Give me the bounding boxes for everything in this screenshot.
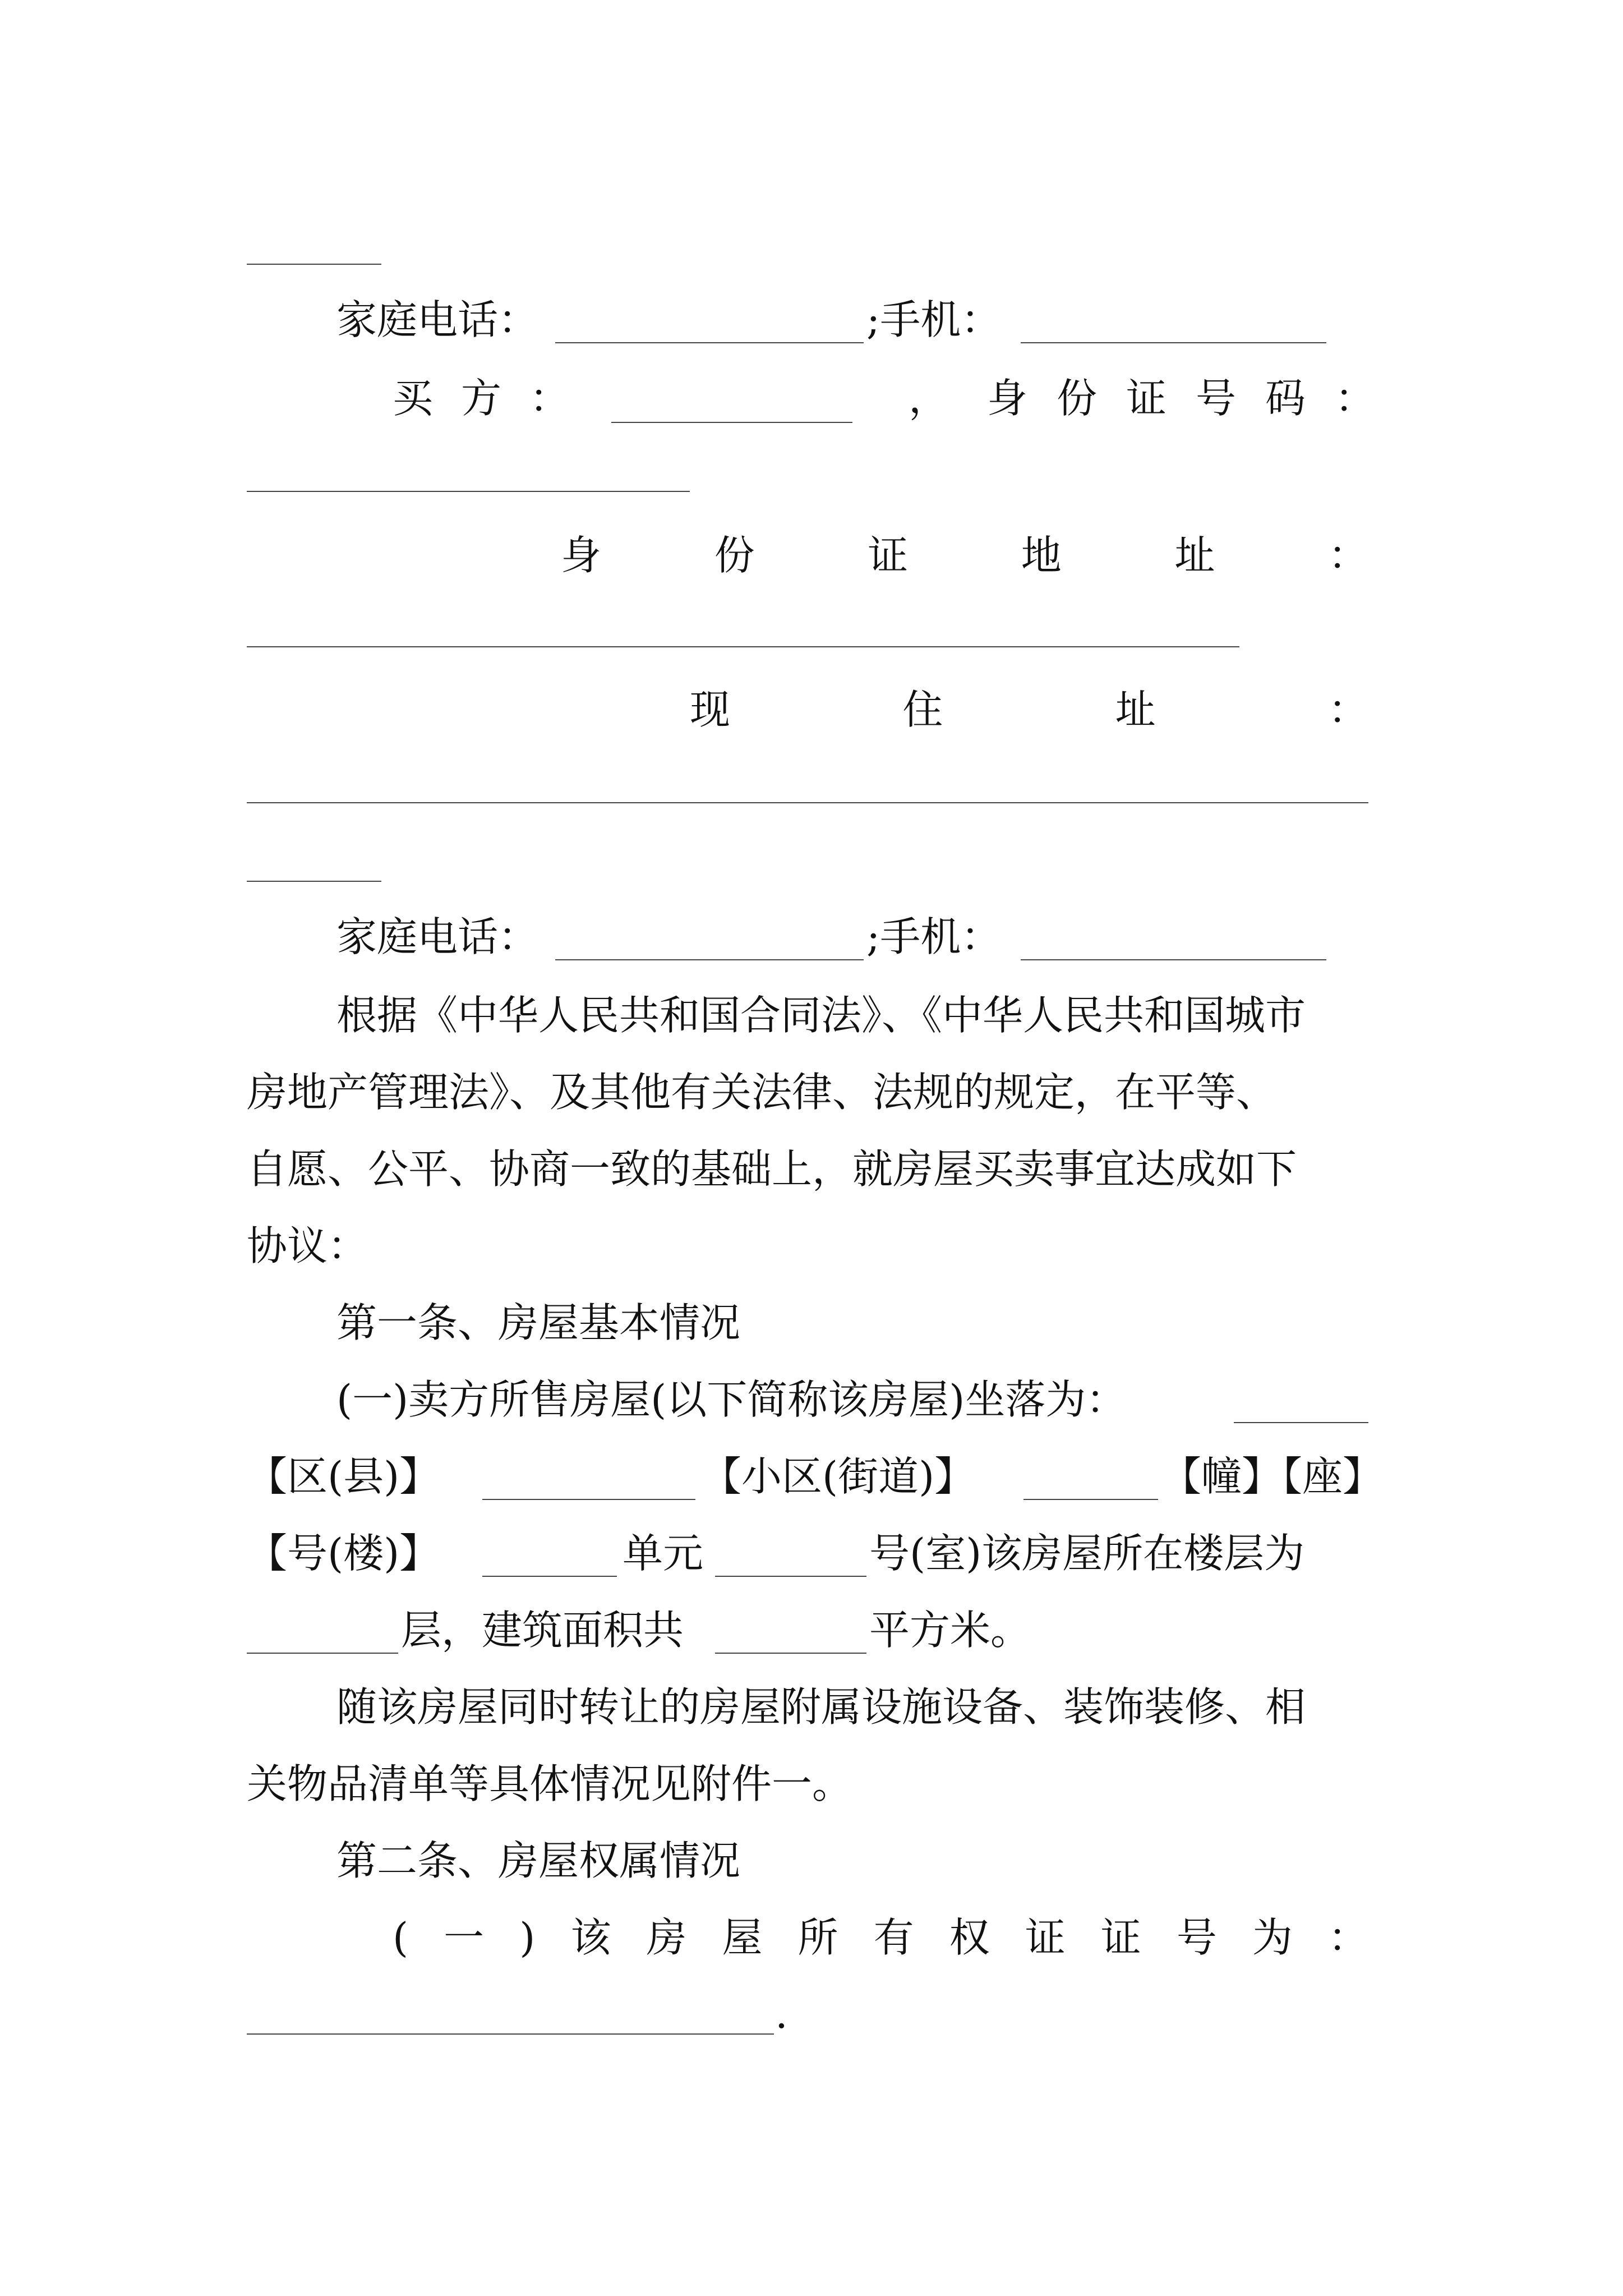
char: ( (393, 1914, 409, 1961)
buyer-id-label-text: 身份证号码： (987, 375, 1405, 422)
buyer-id-address-label (561, 527, 1368, 583)
char: 房 (646, 1914, 687, 1961)
buyer-id-address-field[interactable] (247, 646, 1239, 647)
seller-phone-field[interactable] (555, 342, 864, 343)
char: 现 (690, 686, 731, 733)
buyer-mobile-field[interactable] (1021, 959, 1326, 960)
floor-label: 层，建筑面积共 (401, 1607, 684, 1654)
char: 份 (714, 532, 755, 579)
char: 证 (1025, 1914, 1066, 1961)
attach-line-2: 关物品清单等具体情况见附件一。 (247, 1760, 853, 1807)
seller-phone-label: 家庭电话： (336, 296, 539, 343)
intro-line-1: 根据《中华人民共和国合同法》、《中华人民共和国城市 (336, 992, 1306, 1039)
unit-label: 单元 (623, 1530, 704, 1577)
buyer-id-label (987, 370, 1404, 426)
char: ： (1327, 686, 1368, 733)
article2-item1-label (393, 1910, 1368, 1966)
char: 址 (1174, 532, 1215, 579)
area-unit-label: 平方米。 (869, 1607, 1031, 1654)
intro-line-4: 协议： (247, 1222, 368, 1269)
number-field[interactable] (482, 1576, 617, 1577)
district-field[interactable] (482, 1499, 695, 1500)
intro-line-2: 房地产管理法》、及其他有关法律、法规的规定，在平等、 (247, 1069, 1277, 1116)
seller-mobile-field[interactable] (1021, 342, 1326, 343)
unit-field[interactable] (715, 1576, 866, 1577)
char: 为 (1252, 1914, 1293, 1961)
buyer-name-field[interactable] (611, 422, 852, 423)
blank-line (247, 264, 381, 265)
char: 地 (1021, 532, 1062, 579)
buyer-comma: ， (909, 375, 949, 422)
seller-mobile-label: ;手机： (866, 296, 1002, 343)
char: 证 (1100, 1914, 1141, 1961)
char: 址 (1115, 686, 1156, 733)
buyer-phone-label: 家庭电话： (336, 913, 539, 960)
buyer-current-address-field[interactable] (247, 802, 1368, 803)
char: 所 (797, 1914, 838, 1961)
article1-item1-lead: (一)卖方所售房屋(以下简称该房屋)坐落为： (336, 1376, 1127, 1423)
certificate-number-field[interactable] (247, 2033, 774, 2035)
buyer-label-text: 买方： (393, 375, 598, 422)
area-field[interactable] (715, 1653, 866, 1654)
buyer-current-address-label (690, 682, 1368, 738)
intro-line-3: 自愿、公平、协商一致的基础上，就房屋买卖事宜达成如下 (247, 1145, 1297, 1193)
article2-title: 第二条、房屋权属情况 (336, 1837, 741, 1884)
char: 证 (868, 532, 909, 579)
community-field[interactable] (1023, 1499, 1158, 1500)
number-label: 【号(楼)】 (247, 1530, 440, 1577)
char: 一 (444, 1914, 485, 1961)
location-field[interactable] (1234, 1422, 1368, 1423)
char: ： (1327, 532, 1368, 579)
char: ) (519, 1914, 536, 1961)
buyer-phone-field[interactable] (555, 959, 864, 960)
char: 屋 (722, 1914, 763, 1961)
buyer-mobile-label: ;手机： (866, 913, 1002, 960)
blank-line (247, 881, 381, 882)
char: ： (1327, 1914, 1368, 1961)
char: 该 (570, 1914, 611, 1961)
end-mark: . (775, 1990, 788, 2037)
attach-line-1: 随该房屋同时转让的房屋附属设施设备、装饰装修、相 (336, 1683, 1306, 1731)
room-label: 号(室)该房屋所在楼层为 (869, 1530, 1305, 1577)
article1-title: 第一条、房屋基本情况 (336, 1299, 741, 1346)
community-label: 【小区(街道)】 (701, 1453, 975, 1500)
buyer-label (393, 370, 598, 426)
char: 有 (873, 1914, 914, 1961)
building-label: 【幢】【座】 (1161, 1453, 1384, 1500)
char: 住 (902, 686, 943, 733)
char: 身 (561, 532, 602, 579)
char: 权 (949, 1914, 990, 1961)
char: 号 (1176, 1914, 1217, 1961)
buyer-id-field[interactable] (247, 491, 690, 492)
district-label: 【区(县)】 (247, 1453, 440, 1500)
floor-field[interactable] (247, 1653, 398, 1654)
